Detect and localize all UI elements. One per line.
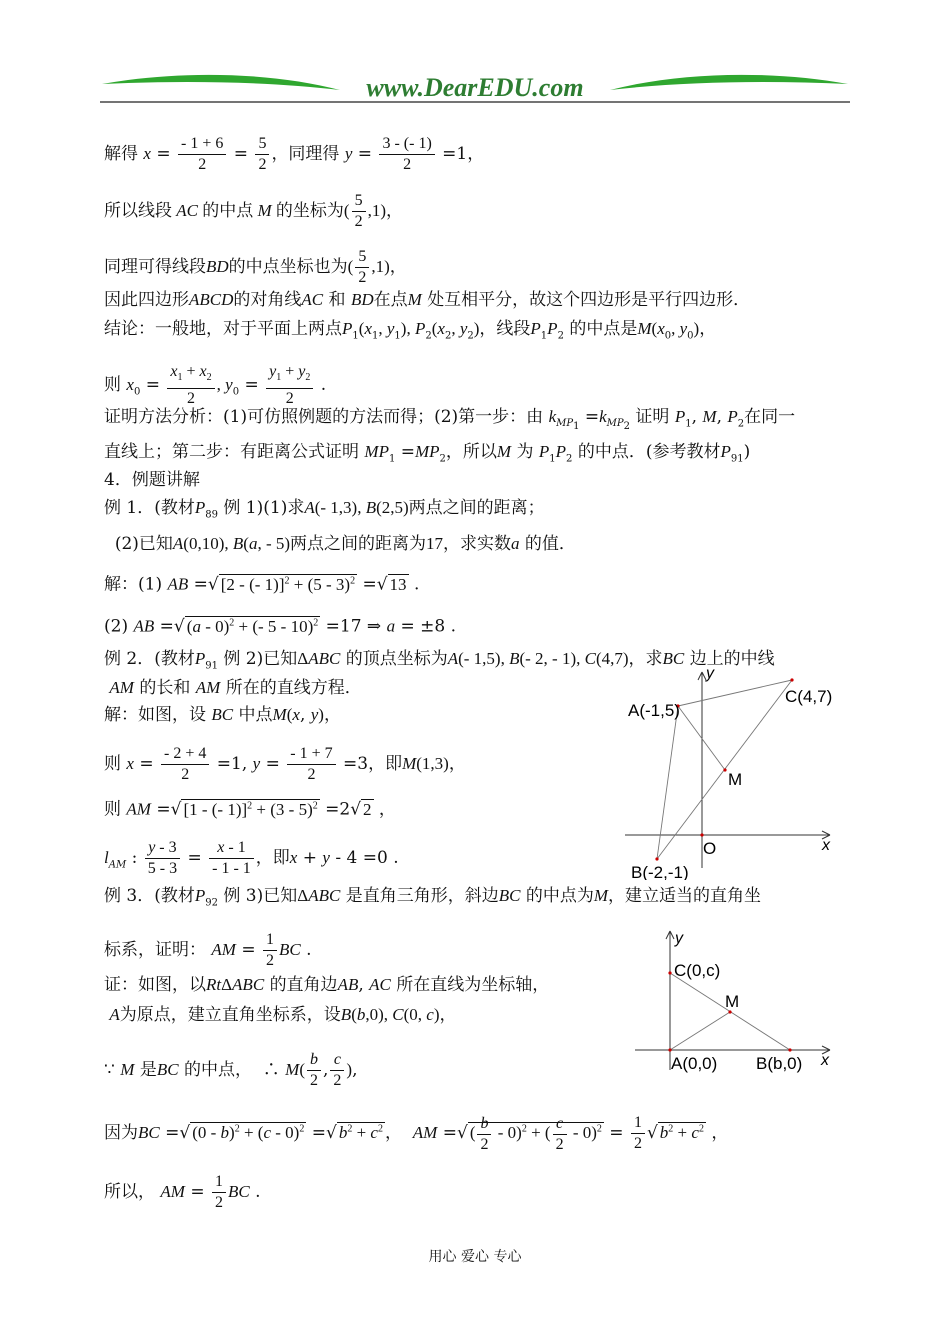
line-20: 例 3．(教材$P_{92}$ 例 3)已知ΔABC 是直角三角形，斜边BC 的中点为M，建立适当的直角坐	[104, 886, 762, 909]
point-c	[668, 971, 671, 974]
page-footer: 用心 爱心 专心	[428, 1249, 522, 1265]
label-a: A(-1,5)	[628, 701, 680, 720]
line-10: 例 1．(教材$P_{89}$ 例 1)(1)求A(- 1,3), B(2,5)两点之间的距离；	[104, 498, 545, 521]
left-leaf-swoosh	[102, 75, 340, 90]
figure-right-triangle	[630, 925, 845, 1075]
right-leaf-swoosh	[610, 75, 848, 90]
point-m	[723, 768, 726, 771]
label-o: O	[703, 839, 717, 858]
line-2: 所以线段 AC 的中点 M 的坐标为( $\frac{5}{2}$ ,1)，	[104, 192, 403, 230]
point-a	[668, 1048, 671, 1051]
point-o	[700, 833, 703, 836]
line-5: 结论：一般地，对于平面上两点$P_1(x_1$, $y_1$), $P_2(x_2$, $y_2$)，线段$P_1P_2$ 的中点是$M(x_0$, $y_0$)，	[104, 319, 717, 342]
point-c	[790, 678, 793, 681]
label-y: y	[675, 930, 683, 947]
line-14: 例 2．(教材$P_{91}$ 例 2)已知ΔABC 的顶点坐标为A(- 1,5), B(- 2, - 1), C(4,7)，求BC 边上的中线	[104, 649, 775, 672]
label-b: B(-2,-1)	[631, 863, 689, 880]
line-16: 解：如图，设 BC 中点M(x, y)，	[104, 705, 341, 725]
label-c: C(4,7)	[785, 687, 833, 706]
header-banner	[100, 60, 850, 105]
line-6: 则 $x_0$ = $\frac{x_1 + x_2}{2}$ , $y_0$ = $\frac{y_1 + y_2}{2}$ .	[104, 363, 327, 408]
line-22: 证：如图，以RtΔABC 的直角边AB, AC 所在直线为坐标轴，	[104, 975, 550, 995]
line-19: $l_{AM}$ : $\frac{y - 3}{5 - 3}$ = $\frac{x - 1}{- 1 - 1}$ ，即x + y - 4 =0 .	[104, 839, 399, 877]
line-12: 解：(1) AB =√ [2 - (- 1)]$^2$ + (5 - 3)$^2$ =√ 13 .	[104, 574, 420, 595]
line-8: 直线上；第二步：有距离公式证明 $MP_1 =MP_2$，所以M 为 $P_1P_2$ 的中点．(参考教材$P_{91}$)	[104, 442, 751, 465]
line-25: 因为BC =√ (0 - b)$^2$ + (c - 0)$^2$ =√ $b^2 + c^2$ ， AM =√ ( $\frac{b}{2}$ - 0)$^2$ + ( $\frac{c}{2}$ - 0)$^2$ = $\frac{1}{2}$ √ $b^2 + c^2$ ，	[104, 1114, 729, 1153]
line-1: 解得 x = $\frac{- 1 + 6}{2}$ = $\frac{5}{2}$ ，同理得 y = $\frac{3 - (- 1)}{2}$ =1，	[104, 135, 485, 173]
line-13: (2) AB =√ (a - 0)$^2$ + (- 5 - 10)$^2$ =17 ⇒ a = ±8 .	[104, 616, 457, 637]
line-26: 所以， AM = $\frac{1}{2}$ BC .	[104, 1173, 261, 1211]
line-7: 证明方法分析：(1)可仿照例题的方法而得；(2)第一步：由 $k_{MP_1} =k_{MP_2}$ 证明 $P_1$, M, $P_2$在同一	[104, 407, 796, 433]
line-15: AM 的长和 AM 所在的直线方程．	[109, 678, 362, 698]
line-9: 4．例题讲解	[104, 470, 200, 490]
point-b	[788, 1048, 791, 1051]
label-c: C(0,c)	[674, 961, 721, 980]
site-logo: www.DearEDU.com	[366, 73, 584, 102]
line-18: 则 AM =√ [1 - (- 1)]$^2$ + (3 - 5)$^2$ =2√ 2 ，	[104, 799, 396, 820]
line-11: (2)已知A(0,10), B(a, - 5)两点之间的距离为17，求实数a 的值．	[114, 534, 576, 554]
line-23: A为原点，建立直角坐标系，设B(b,0), C(0, c)，	[109, 1005, 457, 1025]
figure-triangle-abc	[615, 660, 845, 880]
label-m: M	[728, 770, 743, 789]
point-b	[655, 857, 658, 860]
line-4: 因此四边形ABCD的对角线AC 和 BD在点M 处互相平分，故这个四边形是平行四边形．	[104, 290, 751, 310]
label-b: B(b,0)	[756, 1054, 803, 1073]
label-a: A(0,0)	[671, 1054, 718, 1073]
line-24: ∵ M 是BC 的中点， ∴ M( $\frac{b}{2}$ , $\frac{c}{2}$ ),	[104, 1051, 358, 1089]
line-3: 同理可得线段BD的中点坐标也为( $\frac{5}{2}$ ,1)，	[104, 248, 407, 286]
line-17: 则 x = $\frac{- 2 + 4}{2}$ =1, y = $\frac{- 1 + 7}{2}$ =3，即M(1,3)，	[104, 745, 466, 783]
label-m: M	[725, 992, 740, 1011]
median-am	[670, 1012, 730, 1050]
label-y: y	[706, 665, 714, 682]
line-21: 标系，证明： AM = $\frac{1}{2}$ BC .	[104, 931, 312, 969]
label-x: x	[821, 1052, 829, 1069]
label-x: x	[822, 837, 830, 854]
